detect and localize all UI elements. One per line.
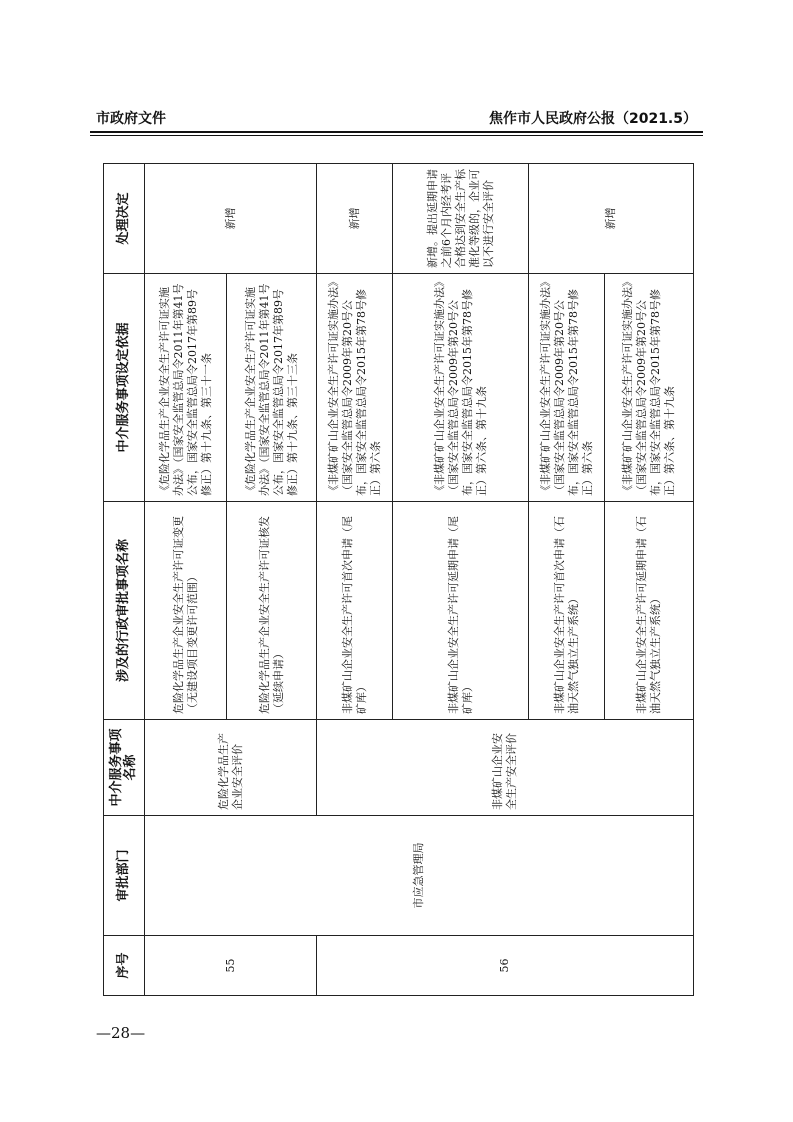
decision-cell: 新增 [317, 164, 393, 274]
row-no: 56 [317, 936, 694, 996]
decision-cell: 新增 [145, 164, 317, 274]
service-name-cell: 非煤矿山企业安全生产安全评价 [317, 720, 694, 816]
decision-cell: 新增 [529, 164, 694, 274]
header-rule [90, 131, 703, 133]
row-no: 55 [145, 936, 317, 996]
basis-cell: 《危险化学品生产企业安全生产许可证实施办法》（国家安全监管总局令2011年第41号公布，国家安全监管总局令2017年第89号修正）第十九条、第三十三条 [227, 274, 317, 502]
rotated-table-wrapper [103, 164, 686, 996]
basis-cell: 《非煤矿矿山企业安全生产许可证实施办法》（国家安全监管总局令2009年第20号公布，国家安全监管总局令2015年第78号修正）第六条、第十九条 [393, 274, 529, 502]
header-no: 序号 [104, 936, 145, 996]
approval-item-cell: 非煤矿山企业安全生产许可延期申请（石油天然气独立生产系统） [605, 502, 694, 720]
table-header-row [104, 164, 145, 996]
header-right: 焦作市人民政府公报（2021.5） [488, 111, 697, 127]
department-cell: 市应急管理局 [145, 816, 694, 936]
decision-cell: 新增。提出延期申请之前6个月内经考评合格达到安全生产标准化等级的，企业可以不进行安全评价 [393, 164, 529, 274]
basis-cell: 《非煤矿矿山企业安全生产许可证实施办法》（国家安全监管总局令2009年第20号公布，国家安全监管总局令2015年第78号修正）第六条 [317, 274, 393, 502]
header-basis: 中介服务事项设定依据 [104, 274, 145, 502]
table-row [145, 164, 227, 996]
approval-item-cell: 非煤矿山企业安全生产许可延期申请（尾矿库） [393, 502, 529, 720]
approval-item-cell: 危险化学品生产企业安全生产许可证核发（延续申请） [227, 502, 317, 720]
page-header [96, 108, 697, 132]
header-service-name: 中介服务事项名称 [104, 720, 145, 816]
basis-cell: 《非煤矿矿山企业安全生产许可证实施办法》（国家安全监管总局令2009年第20号公布，国家安全监管总局令2015年第78号修正）第六条、第十九条 [605, 274, 694, 502]
approval-item-cell: 非煤矿山企业安全生产许可首次申请（尾矿库） [317, 502, 393, 720]
header-department: 审批部门 [104, 816, 145, 936]
approval-item-cell: 危险化学品生产企业安全生产许可证变更（无建设项目变更许可范围） [145, 502, 227, 720]
header-decision: 处理决定 [104, 164, 145, 274]
header-left: 市政府文件 [96, 111, 166, 127]
basis-cell: 《危险化学品生产企业安全生产许可证实施办法》（国家安全监管总局令2011年第41号公布，国家安全监管总局令2017年第89号修正）第十九条、第三十一条 [145, 274, 227, 502]
page-number: —28— [96, 1024, 146, 1042]
table-frame [103, 164, 686, 996]
header-approval-item: 涉及的行政审批事项名称 [104, 502, 145, 720]
service-name-cell: 危险化学品生产企业安全评价 [145, 720, 317, 816]
service-table [103, 163, 694, 996]
approval-item-cell: 非煤矿山企业安全生产许可首次申请（石油天然气独立生产系统） [529, 502, 605, 720]
basis-cell: 《非煤矿矿山企业安全生产许可证实施办法》（国家安全监管总局令2009年第20号公布，国家安全监管总局令2015年第78号修正）第六条 [529, 274, 605, 502]
header-rule-thin [90, 135, 703, 136]
